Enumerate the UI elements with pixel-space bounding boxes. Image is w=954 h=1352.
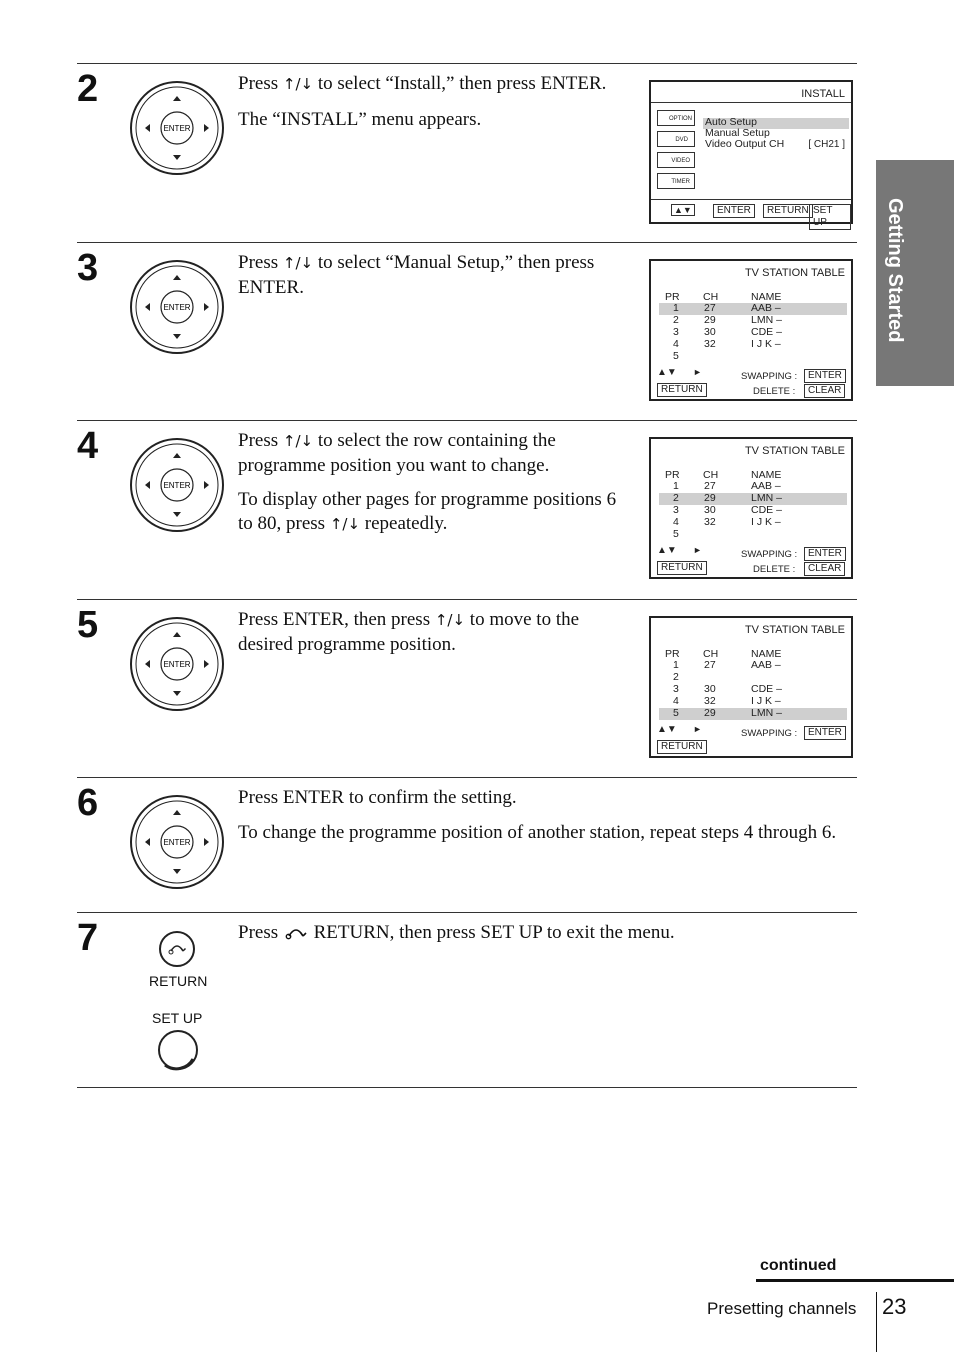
return-icon <box>283 924 309 940</box>
table-row: 1 27 AAB – <box>659 303 847 315</box>
col-header: CH <box>703 291 719 303</box>
footer-divider <box>876 1292 877 1352</box>
divider <box>77 599 857 600</box>
table-title: TV STATION TABLE <box>744 624 845 636</box>
table-row: 5 <box>673 528 679 540</box>
step-number: 5 <box>77 604 99 646</box>
enter-dial-icon <box>129 259 225 360</box>
table-title: TV STATION TABLE <box>744 267 845 279</box>
right-arrow-icon: ► <box>693 724 702 734</box>
col-header: NAME <box>751 291 782 303</box>
svg-text:ENTER: ENTER <box>163 838 191 847</box>
svg-text:ENTER: ENTER <box>163 124 191 133</box>
setup-button-icon <box>157 1029 201 1078</box>
section-name: Presetting channels <box>707 1299 857 1318</box>
install-menu-items: Auto Setup Manual Setup Video Output CH <box>705 116 785 150</box>
step-number: 6 <box>77 782 99 824</box>
option-icon: OPTION <box>657 110 695 126</box>
table-row: 4 32 I J K – <box>673 338 781 350</box>
table-row: 3 30 CDE – <box>673 683 782 695</box>
menu-icons <box>657 110 695 189</box>
return-label: RETURN <box>149 973 208 989</box>
divider <box>77 777 857 778</box>
step-number: 2 <box>77 68 99 110</box>
step-number: 4 <box>77 425 99 467</box>
col-header: CH <box>703 469 719 481</box>
video-icon: VIDEO <box>657 152 695 168</box>
enter-dial-icon <box>129 80 225 181</box>
up-down-arrows-icon: ▲▼ <box>657 724 677 735</box>
enter-dial-icon <box>129 794 225 895</box>
page-number: 23 <box>882 1294 907 1319</box>
enter-dial-icon <box>129 437 225 538</box>
col-header: CH <box>703 648 719 660</box>
step-text: Press ENTER, then press ↑/↓ to move to the desired programme position. <box>238 609 580 655</box>
table-row: 2 29 LMN – <box>673 314 782 326</box>
col-header: PR <box>665 648 680 660</box>
step-number: 3 <box>77 247 99 289</box>
side-tab <box>876 160 954 386</box>
table-row: 3 30 CDE – <box>673 326 782 338</box>
tv-station-table-screen: TV STATION TABLE PR CH NAME 1 27 AAB – 2 29 LMN – 3 30 CDE – 4 32 I J K – 5 ▲▼ ► SWAPPING : ENTER RETURN DELETE : CLEAR <box>649 259 853 401</box>
svg-text:ENTER: ENTER <box>163 481 191 490</box>
col-header: PR <box>665 469 680 481</box>
step-text: Press ↑/↓ to select “Install,” then press ENTER. The “INSTALL” menu appears. <box>238 73 607 130</box>
svg-text:ENTER: ENTER <box>163 303 191 312</box>
table-row: 2 <box>673 671 679 683</box>
table-row: 4 32 I J K – <box>673 695 781 707</box>
side-tab-label: Getting Started <box>884 198 906 343</box>
step-text: Press ↑/↓ to select the row containing the programme position you want to change. To display other pages for programme positions 6 to 80, press ↑/↓ repeatedly. <box>238 430 617 534</box>
tv-station-table-screen: TV STATION TABLE PR CH NAME 1 27 AAB – 2 3 30 CDE – 4 32 I J K – 5 29 LMN – ▲▼ ► SWAPPING : ENTER RETURN <box>649 616 853 758</box>
table-row: 5 <box>673 350 679 362</box>
col-header: NAME <box>751 469 782 481</box>
step-number: 7 <box>77 917 99 959</box>
enter-dial-icon <box>129 616 225 717</box>
timer-icon: TIMER <box>657 173 695 189</box>
table-row: 4 32 I J K – <box>673 516 781 528</box>
table-row: 1 27 AAB – <box>673 480 781 492</box>
footer-rule <box>756 1279 954 1282</box>
col-header: PR <box>665 291 680 303</box>
col-header: NAME <box>751 648 782 660</box>
table-row: 5 29 LMN – <box>659 708 847 720</box>
right-arrow-icon: ► <box>693 545 702 555</box>
up-down-arrows-icon: ▲▼ <box>657 367 677 378</box>
setup-label: SET UP <box>152 1010 203 1026</box>
continued-label: continued <box>760 1257 837 1274</box>
table-title: TV STATION TABLE <box>744 445 845 457</box>
dvd-icon: DVD <box>657 131 695 147</box>
return-button-icon <box>157 929 197 974</box>
up-down-arrows-icon: ▲▼ <box>671 204 695 216</box>
divider <box>77 63 857 64</box>
divider <box>77 420 857 421</box>
right-arrow-icon: ► <box>693 367 702 377</box>
table-row: 1 27 AAB – <box>673 659 781 671</box>
table-row: 3 30 CDE – <box>673 504 782 516</box>
svg-text:ENTER: ENTER <box>163 660 191 669</box>
up-down-arrows-icon: ▲▼ <box>657 545 677 556</box>
step-text: Press ↑/↓ to select “Manual Setup,” then press ENTER. <box>238 252 595 298</box>
table-row: 2 29 LMN – <box>659 493 847 505</box>
divider <box>77 1087 857 1088</box>
divider <box>77 242 857 243</box>
divider <box>77 912 857 913</box>
tv-station-table-screen: TV STATION TABLE PR CH NAME 1 27 AAB – 2 29 LMN – 3 30 CDE – 4 32 I J K – 5 ▲▼ ► SWAPPING : ENTER RETURN DELETE : CLEAR <box>649 437 853 579</box>
step-text: Press RETURN, then press SET UP to exit the menu. <box>238 922 675 943</box>
install-menu-screen: INSTALL OPTION DVD VIDEO TIMER Auto Setup Manual Setup Video Output CH [ CH21 ] ▲▼ ENTER RETURN SET UP <box>649 80 853 224</box>
step-text: Press ENTER to confirm the setting. To change the programme position of another station, repeat steps 4 through 6. <box>238 787 837 843</box>
